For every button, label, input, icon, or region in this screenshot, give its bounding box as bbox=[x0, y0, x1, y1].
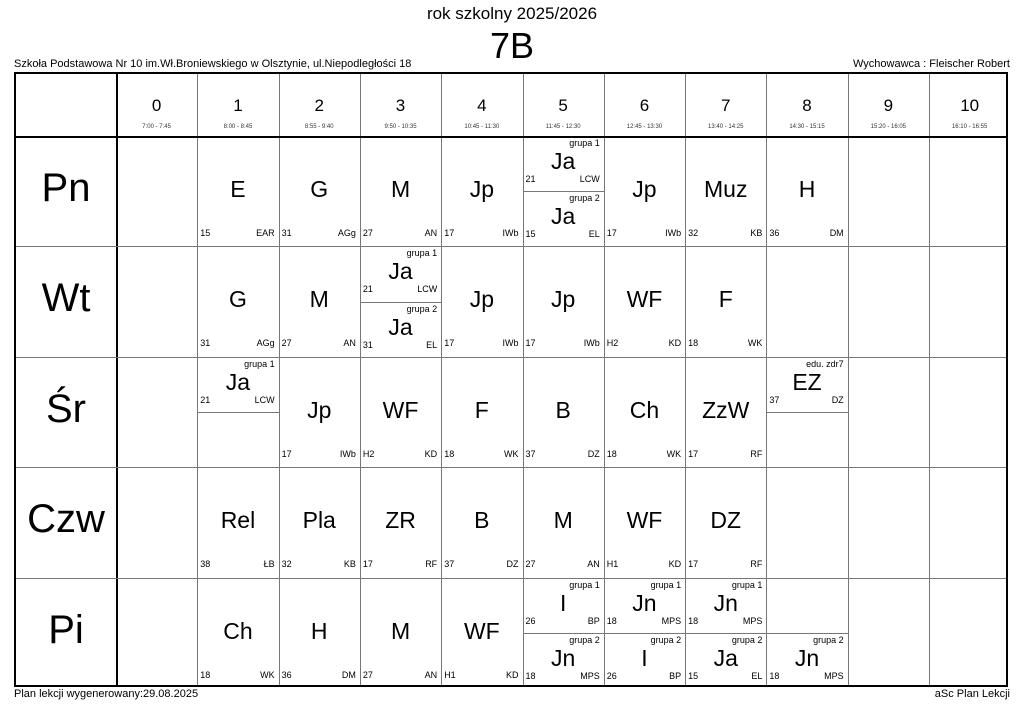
period-time: 16:10 - 16:55 bbox=[951, 124, 988, 130]
generated-date: Plan lekcji wygenerowany:29.08.2025 bbox=[14, 688, 199, 700]
lesson-subject: Ch bbox=[629, 396, 660, 423]
lesson-group: grupa 2 bbox=[731, 634, 763, 645]
lesson-cell bbox=[441, 578, 522, 688]
lesson-teacher: AN bbox=[424, 228, 438, 238]
period-time: 10:45 - 11:30 bbox=[464, 124, 500, 130]
lesson-room: 27 bbox=[525, 559, 536, 570]
lesson-cell bbox=[766, 136, 847, 246]
lesson-room: 18 bbox=[444, 448, 455, 459]
lesson-cell bbox=[766, 633, 847, 688]
lesson-teacher: RF bbox=[750, 559, 763, 570]
lesson-teacher: MPS bbox=[580, 670, 600, 681]
lesson-cell bbox=[523, 136, 604, 191]
lesson-cell bbox=[685, 357, 766, 467]
lesson-cell bbox=[441, 246, 522, 356]
lesson-teacher: KB bbox=[343, 559, 356, 570]
lesson-room: H1 bbox=[444, 669, 456, 680]
lesson-room: 18 bbox=[688, 338, 699, 349]
lesson-subject: Jp bbox=[551, 286, 576, 313]
period-header bbox=[441, 74, 522, 136]
lesson-room: 17 bbox=[281, 448, 292, 459]
period-time: 9:50 - 10:35 bbox=[384, 124, 417, 130]
period-number: 9 bbox=[883, 96, 894, 115]
lesson-subject: Ja bbox=[713, 644, 738, 671]
lesson-teacher: IWb bbox=[502, 228, 519, 238]
lesson-room: 17 bbox=[525, 338, 536, 349]
lesson-group: grupa 1 bbox=[569, 138, 600, 148]
lesson-teacher: WK bbox=[260, 669, 275, 680]
lesson-teacher: BP bbox=[587, 615, 600, 626]
lesson-room: 37 bbox=[444, 559, 455, 570]
lesson-cell bbox=[360, 136, 441, 246]
lesson-teacher: LCW bbox=[417, 284, 438, 295]
lesson-teacher: DZ bbox=[506, 559, 519, 570]
lesson-teacher: ŁB bbox=[263, 559, 275, 570]
lesson-group: grupa 1 bbox=[569, 579, 600, 590]
lesson-cell bbox=[604, 357, 685, 467]
lesson-teacher: AGg bbox=[256, 338, 275, 349]
lesson-cell bbox=[685, 246, 766, 356]
period-number: 5 bbox=[558, 96, 568, 115]
lesson-room: 36 bbox=[281, 669, 292, 680]
lesson-room: 26 bbox=[525, 615, 536, 626]
lesson-teacher: IWb bbox=[665, 228, 682, 238]
lesson-teacher: EL bbox=[588, 229, 600, 240]
lesson-teacher: LCW bbox=[254, 394, 275, 405]
day-label: Pn bbox=[41, 166, 91, 210]
lesson-cell bbox=[279, 246, 360, 356]
lesson-subject: H bbox=[798, 176, 816, 202]
lesson-cell bbox=[685, 578, 766, 633]
lesson-room: 17 bbox=[688, 559, 699, 570]
lesson-subject: B bbox=[555, 396, 571, 423]
period-time: 13:40 - 14:25 bbox=[708, 124, 744, 130]
lesson-cell bbox=[604, 578, 685, 633]
lesson-cell bbox=[197, 136, 278, 246]
lesson-cell bbox=[279, 357, 360, 467]
lesson-room: H2 bbox=[606, 338, 619, 349]
lesson-room: 18 bbox=[769, 670, 780, 681]
lesson-group: grupa 2 bbox=[650, 634, 682, 645]
lesson-teacher: IWb bbox=[339, 448, 356, 459]
lesson-subject: I bbox=[641, 644, 648, 671]
lesson-cell bbox=[441, 136, 522, 246]
lesson-group: grupa 1 bbox=[650, 579, 682, 590]
period-header bbox=[848, 74, 929, 136]
lesson-group: grupa 1 bbox=[406, 248, 438, 259]
lesson-subject: Ja bbox=[388, 258, 413, 285]
timetable-grid bbox=[14, 72, 1008, 687]
lesson-teacher: DM bbox=[829, 228, 844, 238]
lesson-room: 18 bbox=[200, 669, 211, 680]
lesson-cell bbox=[279, 578, 360, 688]
period-header bbox=[279, 74, 360, 136]
lesson-teacher: EL bbox=[751, 670, 763, 681]
lesson-teacher: WK bbox=[747, 338, 763, 349]
period-time: 12:45 - 13:30 bbox=[626, 124, 663, 130]
lesson-cell bbox=[441, 357, 522, 467]
lesson-subject: Jn bbox=[713, 589, 738, 616]
lesson-room: 21 bbox=[362, 284, 373, 295]
period-header bbox=[360, 74, 441, 136]
lesson-subject: Ja bbox=[551, 148, 576, 174]
period-time: 7:00 - 7:45 bbox=[142, 124, 171, 130]
lesson-subject: Jp bbox=[469, 176, 494, 202]
lesson-teacher: AN bbox=[424, 669, 438, 680]
lesson-subject: ZR bbox=[385, 507, 416, 534]
period-header bbox=[766, 74, 847, 136]
lesson-teacher: LCW bbox=[579, 174, 600, 184]
lesson-room: 31 bbox=[362, 339, 373, 350]
lesson-subject: G bbox=[229, 286, 247, 313]
lesson-room: 21 bbox=[525, 174, 536, 184]
period-number: 4 bbox=[477, 96, 487, 115]
lesson-cell bbox=[279, 136, 360, 246]
software-name: aSc Plan Lekcji bbox=[934, 688, 1010, 700]
grid-line bbox=[929, 74, 930, 685]
lesson-room: 18 bbox=[606, 448, 617, 459]
period-header bbox=[604, 74, 685, 136]
lesson-cell bbox=[279, 467, 360, 577]
lesson-room: 38 bbox=[200, 559, 211, 570]
lesson-room: 27 bbox=[362, 228, 373, 238]
lesson-teacher: EL bbox=[426, 339, 438, 350]
lesson-room: 32 bbox=[281, 559, 292, 570]
lesson-teacher: DZ bbox=[587, 448, 600, 459]
lesson-subject: F bbox=[718, 286, 733, 313]
lesson-cell bbox=[604, 136, 685, 246]
lesson-teacher: KD bbox=[668, 559, 682, 570]
lesson-subject: WF bbox=[463, 617, 500, 644]
lesson-subject: F bbox=[474, 396, 489, 423]
lesson-cell bbox=[360, 578, 441, 688]
day-label: Czw bbox=[27, 497, 105, 542]
lesson-cell bbox=[197, 467, 278, 577]
lesson-subject: Rel bbox=[220, 507, 256, 534]
grid-line bbox=[848, 74, 849, 685]
period-time: 14:30 - 15:15 bbox=[789, 124, 825, 130]
lesson-cell bbox=[523, 633, 604, 688]
period-number: 3 bbox=[395, 96, 406, 115]
lesson-cell bbox=[523, 578, 604, 633]
day-label: Wt bbox=[41, 276, 91, 321]
lesson-subject: Pla bbox=[302, 507, 336, 534]
class-name: 7B bbox=[489, 25, 535, 66]
lesson-cell bbox=[604, 246, 685, 356]
lesson-subject: Jn bbox=[551, 644, 576, 671]
lesson-cell bbox=[441, 467, 522, 577]
lesson-room: H1 bbox=[606, 559, 619, 570]
lesson-subject: Jp bbox=[632, 176, 657, 202]
lesson-room: 15 bbox=[200, 228, 211, 238]
lesson-subject: B bbox=[474, 507, 490, 534]
lesson-teacher: IWb bbox=[583, 338, 600, 349]
lesson-room: 18 bbox=[606, 615, 617, 626]
lesson-group: grupa 2 bbox=[569, 193, 600, 204]
day-label: Śr bbox=[46, 386, 86, 431]
lesson-teacher: BP bbox=[669, 670, 682, 681]
day-label: Pi bbox=[48, 607, 84, 652]
lesson-teacher: MPS bbox=[661, 615, 682, 626]
lesson-teacher: MPS bbox=[824, 670, 844, 681]
period-header bbox=[523, 74, 604, 136]
lesson-group: grupa 2 bbox=[406, 303, 438, 314]
cell-split-line bbox=[197, 412, 278, 413]
lesson-cell bbox=[360, 246, 441, 301]
period-time: 8:55 - 9:40 bbox=[304, 124, 334, 130]
period-number: 8 bbox=[802, 96, 812, 115]
lesson-room: 15 bbox=[688, 670, 699, 681]
period-time: 15:20 - 16:05 bbox=[870, 124, 907, 130]
lesson-subject: Jn bbox=[794, 644, 820, 671]
period-number: 2 bbox=[314, 96, 324, 115]
lesson-room: 27 bbox=[362, 669, 373, 680]
lesson-group: grupa 1 bbox=[731, 579, 763, 590]
lesson-subject: WF bbox=[626, 507, 663, 534]
lesson-teacher: WK bbox=[666, 448, 682, 459]
lesson-cell bbox=[604, 633, 685, 688]
lesson-group: grupa 1 bbox=[244, 358, 275, 369]
lesson-group: grupa 2 bbox=[813, 634, 844, 645]
lesson-cell bbox=[685, 633, 766, 688]
period-number: 0 bbox=[151, 96, 162, 115]
lesson-teacher: AN bbox=[587, 559, 600, 570]
period-number: 1 bbox=[233, 96, 243, 115]
lesson-subject: M bbox=[553, 507, 573, 534]
lesson-subject: I bbox=[559, 589, 567, 616]
lesson-subject: M bbox=[390, 176, 411, 202]
lesson-teacher: WK bbox=[503, 448, 519, 459]
class-tutor: Wychowawca : Fleischer Robert bbox=[852, 58, 1010, 70]
lesson-room: 27 bbox=[281, 338, 292, 349]
lesson-teacher: IWb bbox=[502, 338, 519, 349]
lesson-subject: H bbox=[310, 617, 328, 644]
lesson-room: 31 bbox=[200, 338, 211, 349]
lesson-cell bbox=[197, 578, 278, 688]
lesson-room: 17 bbox=[688, 448, 699, 459]
lesson-teacher: EAR bbox=[256, 228, 275, 238]
lesson-teacher: AGg bbox=[337, 228, 356, 238]
period-number: 6 bbox=[639, 96, 650, 115]
period-header bbox=[929, 74, 1010, 136]
lesson-room: 26 bbox=[606, 670, 617, 681]
period-number: 10 bbox=[960, 96, 980, 115]
lesson-group: grupa 2 bbox=[569, 634, 600, 645]
lesson-subject: DZ bbox=[710, 507, 742, 534]
lesson-subject: WF bbox=[382, 396, 419, 423]
school-year: rok szkolny 2025/2026 bbox=[426, 4, 598, 23]
lesson-room: 37 bbox=[525, 448, 536, 459]
lesson-subject: Jn bbox=[632, 589, 657, 616]
lesson-teacher: RF bbox=[425, 559, 438, 570]
period-number: 7 bbox=[721, 96, 731, 115]
lesson-subject: E bbox=[230, 176, 246, 202]
lesson-room: 36 bbox=[769, 228, 780, 238]
period-header bbox=[685, 74, 766, 136]
lesson-cell bbox=[360, 357, 441, 467]
lesson-cell bbox=[197, 357, 278, 412]
lesson-room: 17 bbox=[362, 559, 373, 570]
lesson-subject: M bbox=[309, 286, 329, 313]
lesson-teacher: DM bbox=[341, 669, 356, 680]
lesson-cell bbox=[360, 302, 441, 357]
lesson-teacher: KB bbox=[750, 228, 763, 238]
lesson-room: 37 bbox=[769, 394, 780, 405]
lesson-room: 21 bbox=[200, 394, 211, 405]
lesson-subject: WF bbox=[626, 286, 663, 313]
lesson-room: 17 bbox=[444, 228, 455, 238]
lesson-cell bbox=[766, 357, 847, 412]
lesson-subject: EZ bbox=[792, 368, 822, 395]
lesson-teacher: KD bbox=[505, 669, 519, 680]
lesson-room: 18 bbox=[688, 615, 699, 626]
lesson-room: 17 bbox=[444, 338, 455, 349]
lesson-teacher: RF bbox=[750, 448, 763, 459]
lesson-subject: Ja bbox=[388, 313, 413, 340]
lesson-subject: ZzW bbox=[702, 396, 750, 423]
lesson-room: 17 bbox=[606, 228, 617, 238]
lesson-subject: Jp bbox=[307, 396, 332, 423]
period-header bbox=[197, 74, 278, 136]
period-time: 11:45 - 12:30 bbox=[545, 124, 581, 130]
lesson-teacher: KD bbox=[668, 338, 682, 349]
lesson-cell bbox=[685, 467, 766, 577]
grid-line bbox=[116, 74, 118, 685]
lesson-cell bbox=[523, 191, 604, 246]
lesson-subject: Jp bbox=[469, 286, 494, 313]
lesson-cell bbox=[523, 357, 604, 467]
lesson-teacher: DZ bbox=[831, 394, 844, 405]
period-header bbox=[116, 74, 197, 136]
lesson-subject: Ch bbox=[223, 617, 253, 644]
lesson-room: 31 bbox=[281, 228, 292, 238]
lesson-cell bbox=[523, 467, 604, 577]
school-name: Szkoła Podstawowa Nr 10 im.Wł.Broniewskiego w Olsztynie, ul.Niepodległości 18 bbox=[14, 58, 412, 70]
lesson-subject: Muz bbox=[704, 176, 748, 202]
lesson-cell bbox=[197, 246, 278, 356]
lesson-room: 15 bbox=[525, 229, 536, 240]
lesson-room: H2 bbox=[362, 448, 375, 459]
lesson-subject: G bbox=[310, 176, 329, 202]
lesson-room: 18 bbox=[525, 670, 536, 681]
lesson-cell bbox=[523, 246, 604, 356]
lesson-subject: Ja bbox=[225, 368, 251, 395]
lesson-group: edu. zdr7 bbox=[806, 358, 844, 369]
lesson-subject: Ja bbox=[551, 203, 576, 230]
lesson-cell bbox=[685, 136, 766, 246]
lesson-teacher: AN bbox=[343, 338, 356, 349]
lesson-teacher: MPS bbox=[742, 615, 763, 626]
lesson-cell bbox=[604, 467, 685, 577]
lesson-subject: M bbox=[390, 617, 411, 644]
lesson-teacher: KD bbox=[424, 448, 438, 459]
cell-split-line bbox=[766, 412, 847, 413]
lesson-cell bbox=[360, 467, 441, 577]
period-time: 8:00 - 8:45 bbox=[223, 124, 253, 130]
lesson-room: 32 bbox=[688, 228, 699, 238]
